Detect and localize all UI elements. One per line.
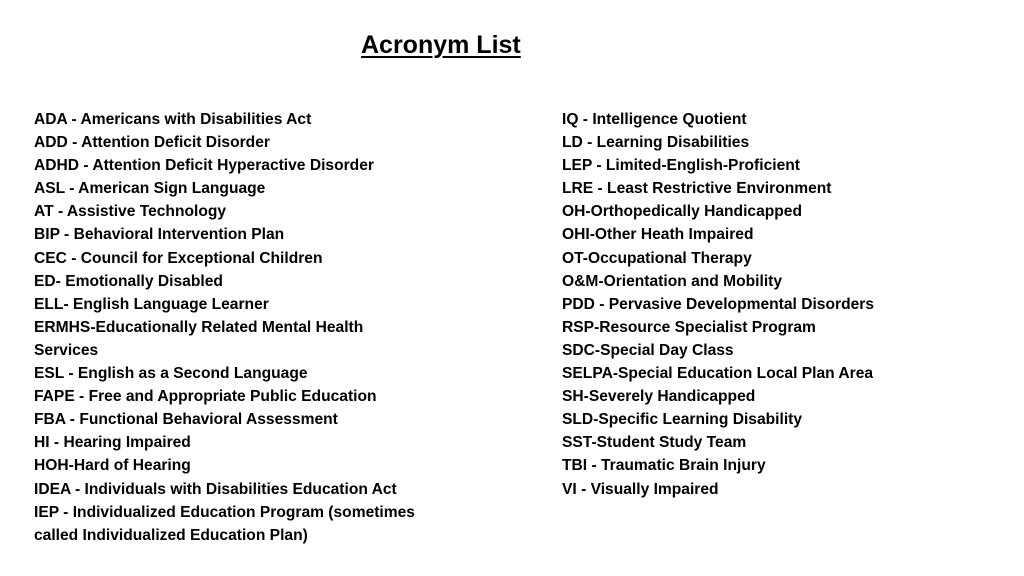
list-item: BIP - Behavioral Intervention Plan	[34, 226, 285, 244]
acronym-list-right	[562, 108, 1002, 501]
list-item: ADD - Attention Deficit Disorder	[34, 134, 270, 152]
list-item: RSP-Resource Specialist Program	[562, 318, 816, 336]
list-item: LEP - Limited-English-Proficient	[562, 157, 800, 175]
list-item: LRE - Least Restrictive Environment	[562, 180, 832, 198]
list-item: LD - Learning Disabilities	[562, 134, 750, 152]
page-title: Acronym List	[361, 31, 521, 59]
list-item: ADA - Americans with Disabilities Act	[34, 111, 312, 128]
list-item: ED- Emotionally Disabled	[34, 272, 223, 290]
list-item: ELL- English Language Learner	[34, 295, 269, 313]
list-item: ESL - English as a Second Language	[34, 365, 308, 383]
list-item: ERMHS-Educationally Related Mental Health Services	[34, 318, 364, 359]
list-item: TBI - Traumatic Brain Injury	[562, 457, 766, 475]
list-item: CEC - Council for Exceptional Children	[34, 249, 323, 267]
list-item: OHI-Other Heath Impaired	[562, 226, 754, 244]
list-item: SDC-Special Day Class	[562, 341, 734, 359]
list-item: ADHD - Attention Deficit Hyperactive Disorder	[34, 157, 374, 175]
list-item: SH-Severely Handicapped	[562, 388, 756, 406]
list-item: AT - Assistive Technology	[34, 203, 227, 221]
list-item: FAPE - Free and Appropriate Public Education	[34, 388, 377, 406]
list-item: ASL - American Sign Language	[34, 180, 266, 198]
list-item: PDD - Pervasive Developmental Disorders	[562, 295, 875, 313]
list-item: VI - Visually Impaired	[562, 480, 719, 498]
list-item: SLD-Specific Learning Disability	[562, 411, 803, 429]
list-item: SST-Student Study Team	[562, 434, 747, 452]
list-item: IDEA - Individuals with Disabilities Education Act	[34, 480, 397, 498]
list-item: O&M-Orientation and Mobility	[562, 272, 783, 290]
list-item: OH-Orthopedically Handicapped	[562, 203, 803, 221]
list-item: IEP - Individualized Education Program (sometimes called Individualized Education Plan)	[34, 503, 415, 544]
list-item: HI - Hearing Impaired	[34, 434, 191, 452]
list-item: IQ - Intelligence Quotient	[562, 111, 747, 128]
list-item: OT-Occupational Therapy	[562, 249, 752, 267]
list-item: HOH-Hard of Hearing	[34, 457, 191, 475]
acronym-list-left	[34, 108, 454, 547]
list-item: SELPA-Special Education Local Plan Area	[562, 365, 874, 383]
list-item: FBA - Functional Behavioral Assessment	[34, 411, 338, 429]
